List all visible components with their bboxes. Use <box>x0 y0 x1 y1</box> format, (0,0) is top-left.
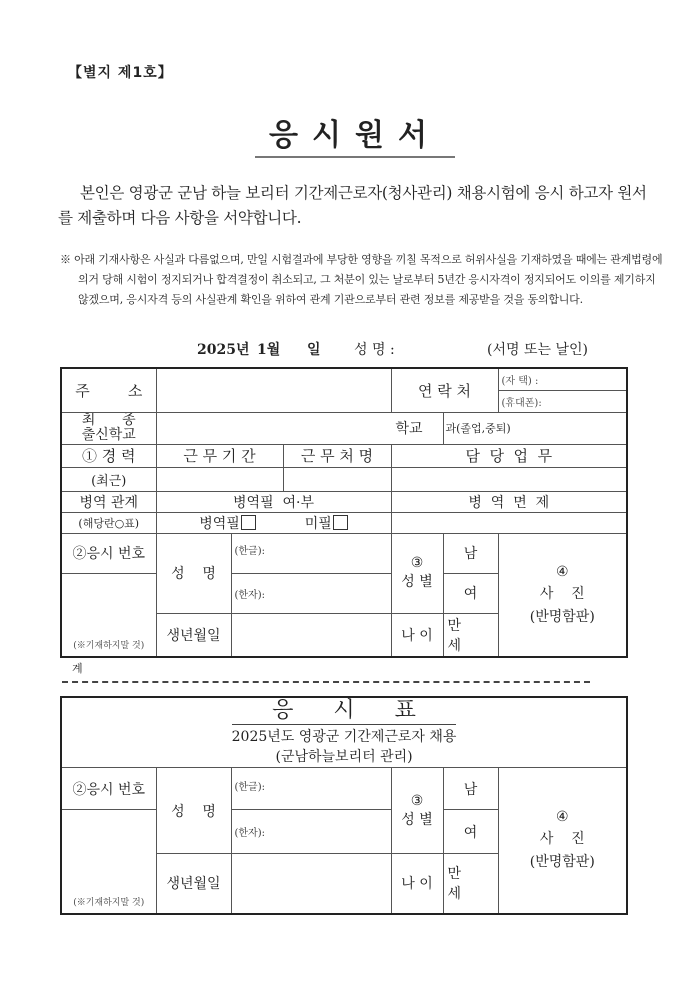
age-label: 나 이 <box>391 613 443 657</box>
military-exempt-header: 병 역 면 제 <box>391 491 627 512</box>
gender-num: ③ <box>410 555 424 571</box>
served-checkbox[interactable] <box>241 515 256 530</box>
ticket-gender-female-option[interactable]: 여 <box>443 810 498 854</box>
military-label: 병역 관계 <box>61 491 156 512</box>
year-text: 2025년 <box>197 342 250 358</box>
military-exempt-field[interactable] <box>391 512 627 533</box>
career-label: ① 경 력 <box>61 444 156 467</box>
exam-ticket-table <box>60 696 628 915</box>
photo-num: ④ <box>556 563 569 580</box>
ticket-hanja-name-field[interactable]: (한자): <box>231 810 391 854</box>
ticket-gender-text: 성 별 <box>401 811 433 828</box>
ticket-gender-num: ③ <box>410 792 424 809</box>
school-suffix: 학교 <box>395 421 423 437</box>
ticket-title: 응시표 <box>232 698 456 725</box>
photo-label: 사 진 <box>539 585 585 602</box>
contact-label: 연 락 처 <box>391 368 498 412</box>
do-not-fill-note: (※기재하지말 것) <box>73 641 145 651</box>
sign-hint: (서명 또는 날인) <box>487 342 588 358</box>
address-label: 주 소 <box>61 368 156 412</box>
ticket-header <box>61 697 627 768</box>
ticket-name-label: 성 명 <box>156 768 231 854</box>
age-unit-1: 만 <box>447 617 462 634</box>
work-period-header: 근 무 기 간 <box>156 444 283 467</box>
ticket-age-unit-2: 세 <box>447 886 462 903</box>
month-text[interactable]: 1월 <box>257 342 281 358</box>
home-phone-field[interactable]: (자 택) : <box>498 368 627 390</box>
workplace-field[interactable] <box>283 467 391 491</box>
military-status-header: 병역필 여·부 <box>156 491 391 512</box>
exam-number-field <box>61 573 156 657</box>
cut-label: 계 <box>72 662 83 675</box>
photo-area[interactable] <box>498 533 627 657</box>
age-field[interactable] <box>443 613 498 657</box>
career-sub-label: (최근) <box>61 467 156 491</box>
ticket-age-label: 나 이 <box>391 854 443 914</box>
ticket-hangul-name-field[interactable]: (한글): <box>231 768 391 810</box>
military-options <box>156 512 391 533</box>
notice-text: ※ 아래 기재사항은 사실과 다름없으며, 만일 시험결과에 부당한 영향을 끼칠 목적으로 허위사실을 기재하였을 때에는 관계법령에 의거 당해 시험이 정지되거나 합격결정이 취소되고, 그 처분이 있는 날로부터 5년간 응시자격이 정지되어도 이의를 제기하지 않겠으며, 응시자격 등의 사실관계 확인을 위하여 관계 기관으로부터 관련 정보를 제공받을 것을 동의합니다. <box>60 253 663 306</box>
ticket-do-not-fill-note: (※기재하지말 것) <box>73 897 145 908</box>
ticket-age-field[interactable] <box>443 854 498 914</box>
ticket-birth-field[interactable] <box>231 854 391 914</box>
ticket-gender-male-option[interactable]: 남 <box>443 768 498 810</box>
school-label <box>61 412 156 444</box>
duty-field[interactable] <box>391 467 627 491</box>
duty-header: 담 당 업 무 <box>391 444 627 467</box>
exam-number-label: ②응시 번호 <box>61 533 156 573</box>
military-sub-label: (해당란○표) <box>61 512 156 533</box>
hangul-name-field[interactable]: (한글): <box>231 533 391 573</box>
department-suffix: 과(졸업,중퇴) <box>445 422 511 435</box>
mobile-phone-field[interactable]: (휴대폰): <box>498 390 627 412</box>
intro-statement: 본인은 영광군 군남 하늘 보리터 기간제근로자(청사관리) 채용시험에 응시 하고자 원서를 제출하며 다음 사항을 서약합니다. <box>58 184 647 227</box>
gender-text: 성 별 <box>401 574 433 590</box>
age-unit-2: 세 <box>447 637 462 654</box>
ticket-gender-label <box>391 768 443 854</box>
birth-field[interactable] <box>231 613 391 657</box>
ticket-photo-num: ④ <box>556 809 569 826</box>
name-label: 성 명 <box>156 533 231 613</box>
gender-male-option[interactable]: 남 <box>443 533 498 573</box>
ticket-photo-label: 사 진 <box>539 831 585 848</box>
birth-label: 생년월일 <box>156 613 231 657</box>
ticket-exam-number-label: ②응시 번호 <box>61 768 156 810</box>
gender-label <box>391 533 443 613</box>
application-form-table <box>60 367 628 658</box>
not-served-checkbox[interactable] <box>333 515 348 530</box>
day-text[interactable]: 일 <box>307 342 321 358</box>
name-label: 성 명 : <box>354 342 395 358</box>
workplace-header: 근 무 처 명 <box>283 444 391 467</box>
page-title: 응시원서 <box>255 118 455 158</box>
ticket-subtitle: 2025년도 영광군 기간제근로자 채용 <box>231 729 457 745</box>
ticket-subtitle-2: (군남하늘보리터 관리) <box>275 749 413 765</box>
work-period-field[interactable] <box>156 467 283 491</box>
ticket-age-unit-1: 만 <box>447 866 462 883</box>
annex-label: 【별지 제1호】 <box>68 65 173 81</box>
school-label-line2: 출신학교 <box>81 427 136 443</box>
hanja-name-field[interactable]: (한자): <box>231 573 391 613</box>
address-field[interactable] <box>156 368 391 412</box>
not-served-option-label: 미필 <box>304 515 332 532</box>
served-option-label: 병역필 <box>199 515 240 532</box>
gender-female-option[interactable]: 여 <box>443 573 498 613</box>
ticket-photo-sub: (반명함판) <box>529 854 595 871</box>
ticket-exam-number-field <box>61 810 156 914</box>
department-field[interactable] <box>443 412 627 444</box>
cut-line-divider <box>62 681 590 683</box>
photo-sub: (반명함판) <box>529 608 595 625</box>
school-label-line1: 최 종 <box>81 412 136 428</box>
ticket-birth-label: 생년월일 <box>156 854 231 914</box>
ticket-photo-area[interactable] <box>498 768 627 914</box>
school-name-field[interactable] <box>156 412 443 444</box>
